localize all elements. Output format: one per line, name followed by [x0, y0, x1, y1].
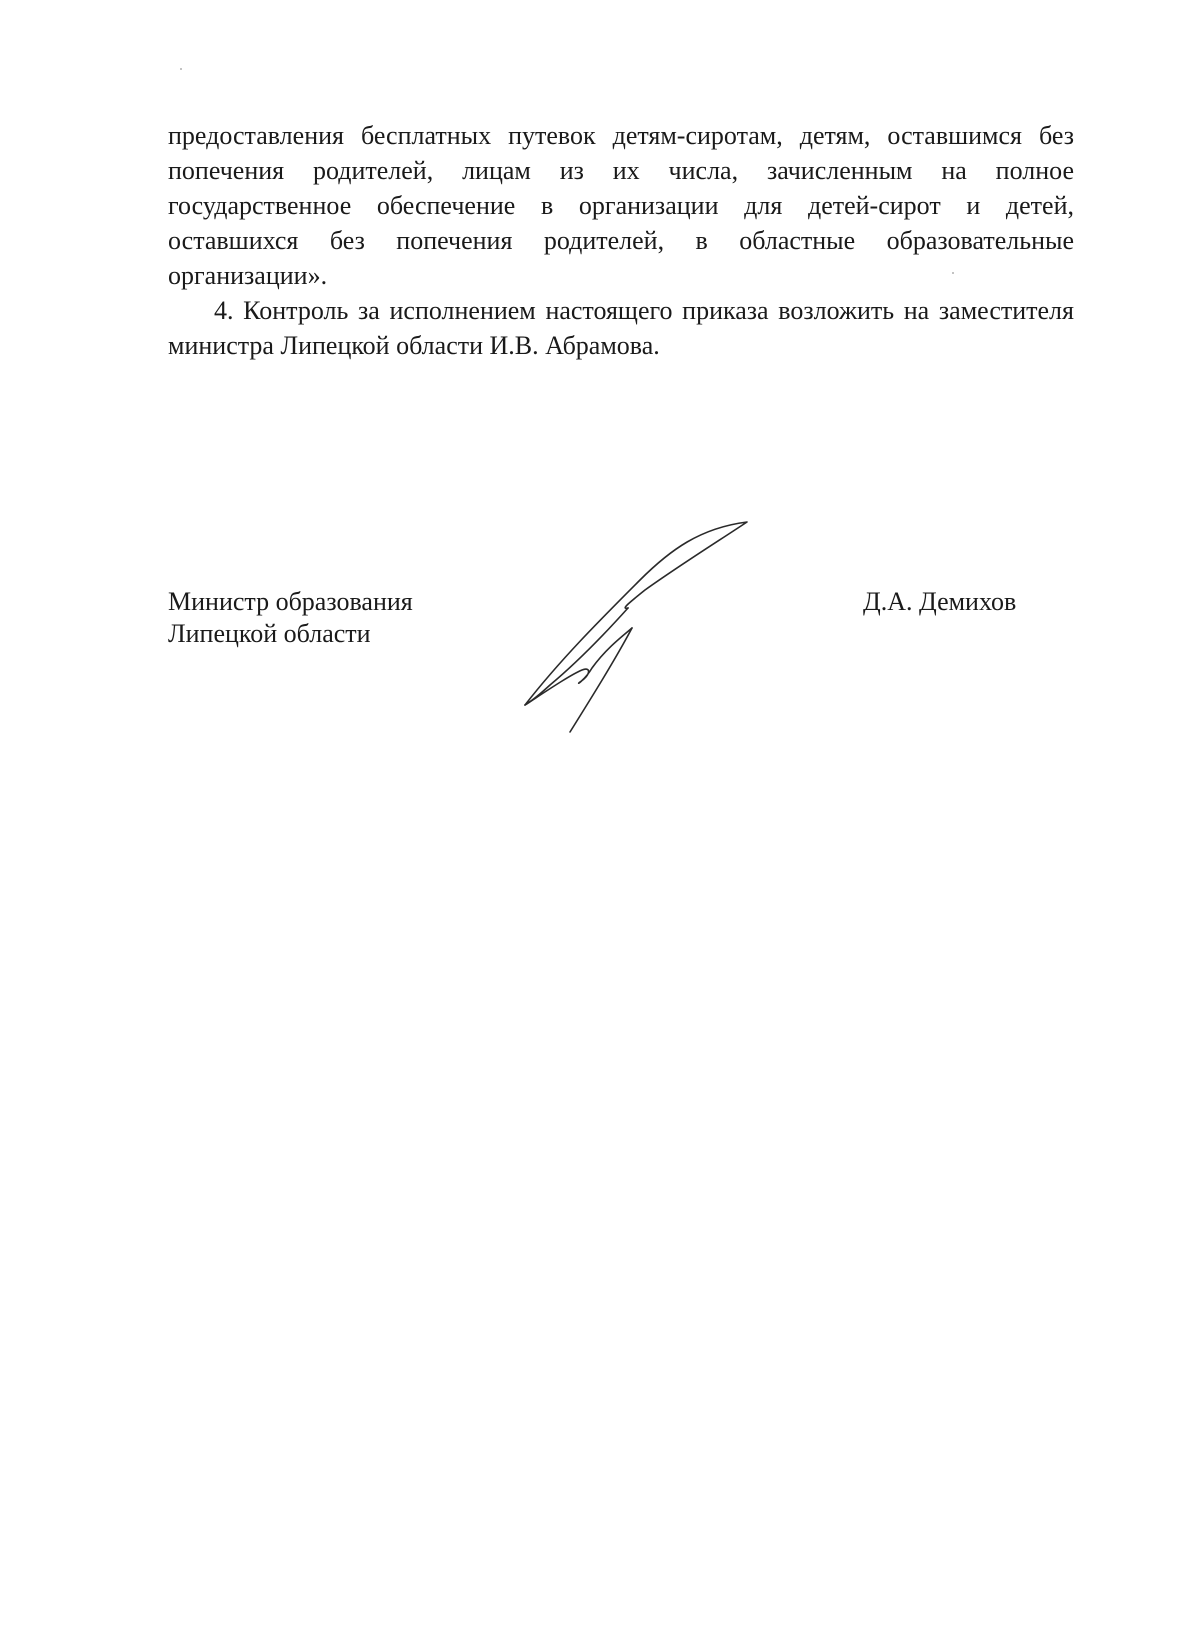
signer-position	[168, 586, 413, 650]
clause-4-paragraph: 4. Контроль за исполнением настоящего приказа возложить на заместителя министра Липецкой области И.В. Абрамова.	[168, 296, 1074, 360]
signer-name: Д.А. Демихов	[863, 587, 1017, 616]
signer-position-line-2: Липецкой области	[168, 619, 371, 648]
continuation-paragraph: предоставления бесплатных путевок детям-сиротам, детям, оставшимся без попечения родителей, лицам из их числа, зачисленным на полное государственное обеспечение в организации для детей-сирот и детей, оставшихся без попечения родителей, в областные образовательные организации».	[168, 121, 1074, 290]
signature-stroke	[525, 608, 628, 705]
handwritten-signature	[520, 510, 760, 740]
scan-speck	[180, 68, 182, 70]
signer-position-line-1: Министр образования	[168, 587, 413, 616]
document-body	[168, 118, 1074, 363]
signature-stroke	[570, 628, 632, 732]
